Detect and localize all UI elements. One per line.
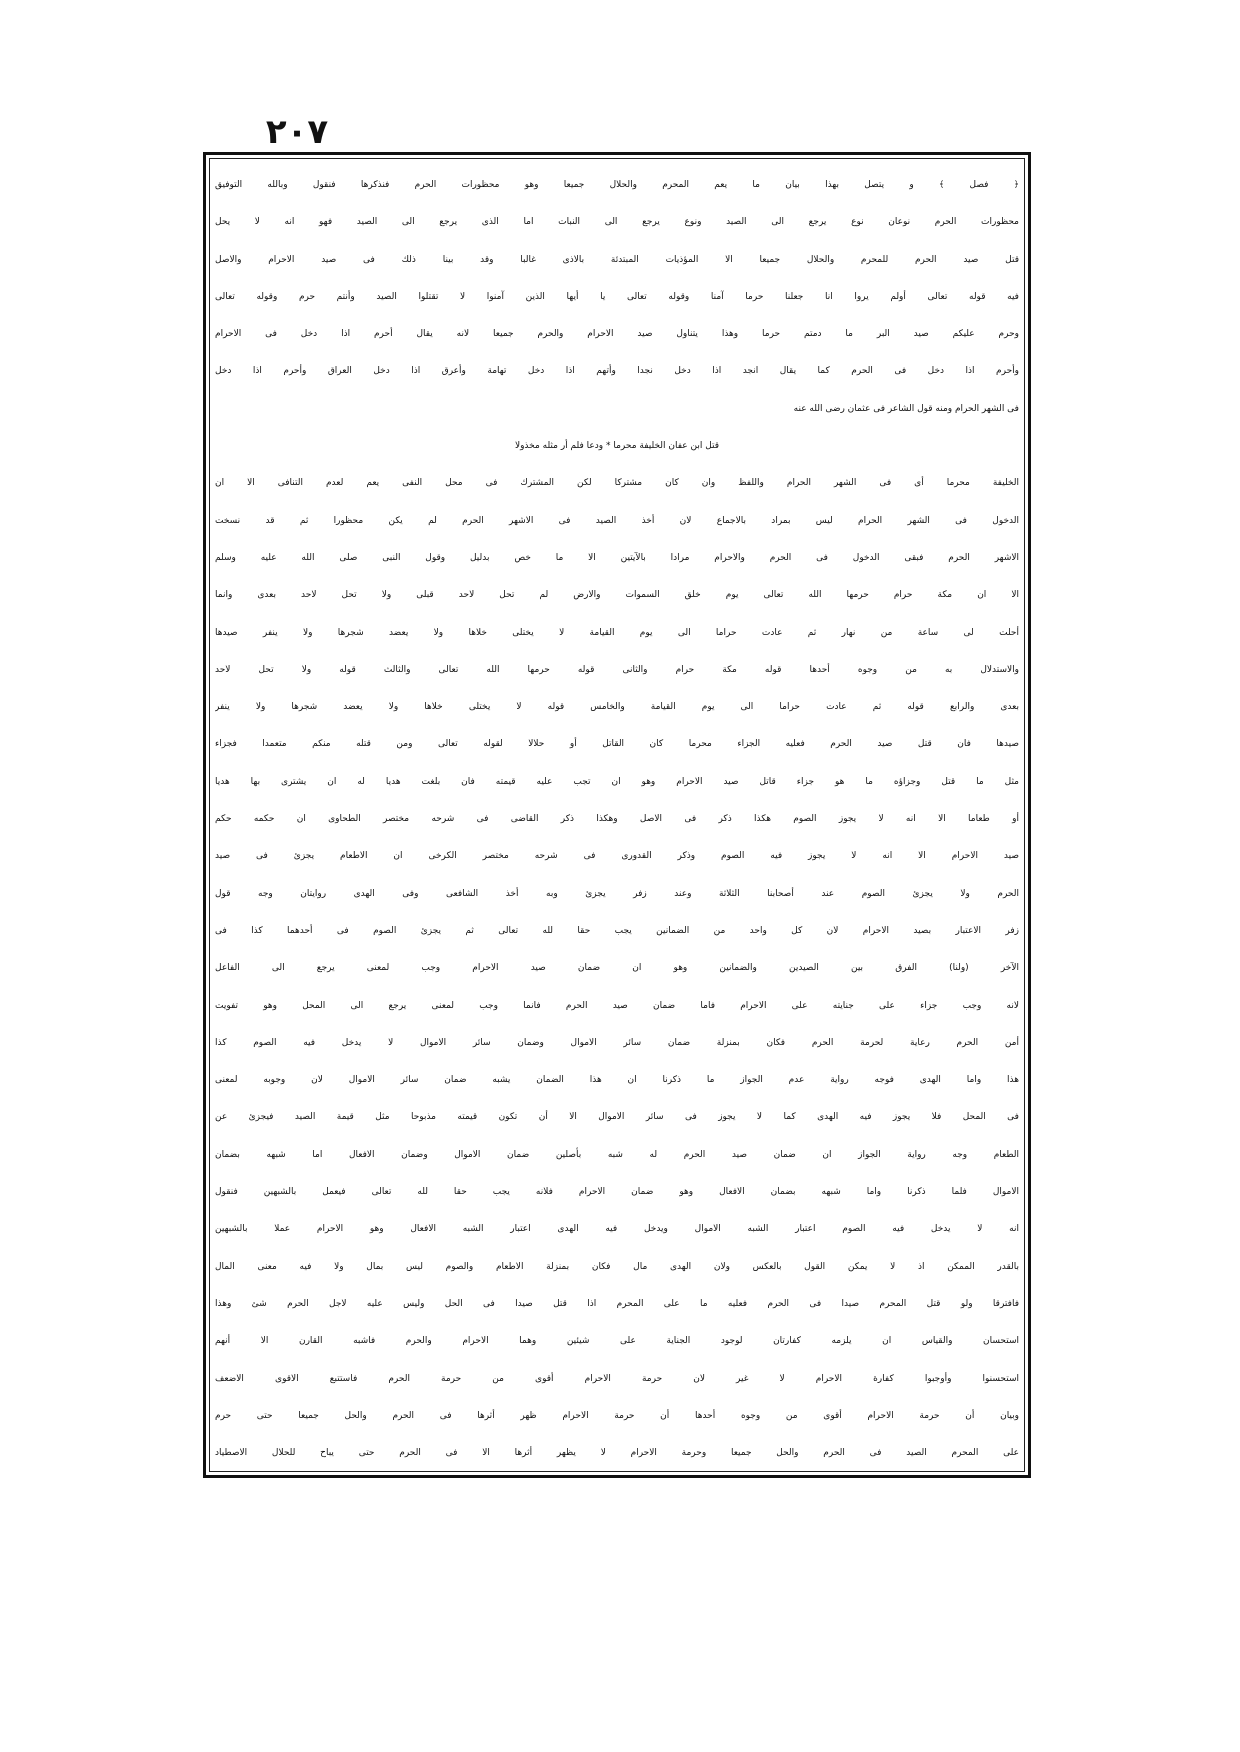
text-line: وأحرم اذا دخل فى الحرم كما يقال انجد اذا دخل نجدا وأتهم اذا دخل تهامة وأعرق اذا دخل العراق وأحرم اذا دخل bbox=[215, 366, 1019, 377]
text-line: محظورات الحرم نوعان نوع يرجع الى الصيد ونوع يرجع الى النبات اما الذى يرجع الى الصيد فهو انه لا يحل bbox=[215, 217, 1019, 228]
text-line: زفر الاعتبار بصيد الاحرام لان كل واحد من الضمانين يجب حقا لله تعالى ثم يجزئ الصوم فى أحدهما كذا فى bbox=[215, 925, 1019, 936]
text-line: ﴿ فصل ﴾ و يتصل بهذا بيان ما يعم المحرم والحلال جميعا وهو محظورات الحرم فنذكرها فنقول وبالله التوفيق bbox=[215, 180, 1019, 190]
text-line: الاموال فلما ذكرنا واما شبهه بضمان الافعال وهو ضمان الاحرام فلانه يجب حقا لله تعالى فيعمل بالشبهين فنقول bbox=[215, 1187, 1019, 1198]
text-line: بعدى والرابع قوله ثم عادت حراما الى يوم القيامة والخامس قوله لا يختلى خلاها ولا يعضد شجرها ولا ينفر bbox=[215, 702, 1019, 713]
text-line: الحرم ولا يجزئ الصوم عند أصحابنا الثلاثة وعند زفر يجزئ وبه أخذ الشافعى وفى الهدى روايتان وجه قول bbox=[215, 888, 1019, 899]
text-line: صيد الاحرام الا انه لا يجوز فيه الصوم وذكر القدورى فى شرحه مختصر الكرخى ان الاطعام يجزئ فى صيد bbox=[215, 851, 1019, 862]
text-line: الدخول فى الشهر الحرام ليس بمراد بالاجماع لان أخذ الصيد فى الاشهر الحرم لم يكن محظورا ثم قد نسخت bbox=[215, 515, 1019, 526]
text-line: قتل صيد الحرم للمحرم والحلال جميعا الا المؤذيات المبتدئة بالاذى غالبا وقد بينا ذلك فى صيد الاحرام والاصل bbox=[215, 254, 1019, 265]
text-line: وحرم عليكم صيد البر ما دمتم حرما وهذا يتناول صيد الاحرام والحرم جميعا لانه يقال أحرم اذا دخل فى الاحرام bbox=[215, 329, 1019, 340]
text-line: الآخر (ولنا) الفرق بين الصيدين والضمانين وهو ان ضمان صيد الاحرام وجب لمعنى يرجع الى الفاعل bbox=[215, 963, 1019, 974]
text-line: أو طعاما الا انه لا يجوز الصوم هكذا ذكر فى الاصل وهكذا ذكر القاضى فى شرحه مختصر الطحاوى ان حكمه حكم bbox=[215, 814, 1019, 825]
text-line: الاشهر الحرم فبقى الدخول فى الحرم والاحرام مرادا بالآيتين الا ما خص بدليل وقول النبى صلى الله عليه وسلم bbox=[215, 552, 1019, 563]
text-line: الا ان مكة حرام حرمها الله تعالى يوم خلق السموات والارض لم تحل لاحد قبلى ولا تحل لاحد بعدى وانما bbox=[215, 590, 1019, 601]
text-line: الطعام وجه رواية الجواز ان ضمان صيد الحرم له شبه بأصلين ضمان الاموال وضمان الافعال اما شبهه بضمان bbox=[215, 1149, 1019, 1160]
text-line: استحسنوا وأوجبوا كفارة الاحرام لا غير لان حرمة الاحرام أقوى من حرمة الحرم فاستتبع الاقوى الاضعف bbox=[215, 1373, 1019, 1384]
text-line: أحلت لى ساعة من نهار ثم عادت حراما الى يوم القيامة لا يختلى خلاها ولا يعضد شجرها ولا ينفر صيدها bbox=[215, 627, 1019, 638]
text-line: والاستدلال به من وجوه أحدها قوله مكة حرام والثانى قوله حرمها الله تعالى والثالث قوله ولا تحل لاحد bbox=[215, 664, 1019, 675]
text-line: أمن الحرم رعاية لحرمة الحرم فكان بمنزلة ضمان سائر الاموال وضمان سائر الاموال لا يدخل فيه الصوم كذا bbox=[215, 1037, 1019, 1048]
text-block bbox=[215, 167, 1019, 1472]
page-number: ۲۰۷ bbox=[265, 112, 329, 152]
text-line: فافترقا ولو قتل المحرم صيدا فى الحرم فعليه ما على المحرم اذا قتل صيدا فى الحل وليس عليه لاجل الحرم شئ وهذا bbox=[215, 1298, 1019, 1309]
text-line: صيدها فان قتل صيد الحرم فعليه الجزاء محرما كان القاتل أو حلالا لقوله تعالى ومن قتله منكم متعمدا فجزاء bbox=[215, 739, 1019, 750]
text-line: انه لا يدخل فيه الصوم اعتبار الشبه الاموال ويدخل فيه الهدى اعتبار الشبه الافعال وهو الاحرام عملا بالشبهين bbox=[215, 1224, 1019, 1235]
text-line: فى المحل فلا يجوز فيه الهدى كما لا يجوز فى سائر الاموال الا أن تكون قيمته مذبوحا مثل قيمة الصيد فيجزئ عن bbox=[215, 1112, 1019, 1123]
text-line: استحسان والقياس ان يلزمه كفارتان لوجود الجناية على شيئين وهما الاحرام والحرم فاشبه القارن الا أنهم bbox=[215, 1336, 1019, 1347]
text-line: لانه وجب جزاء على جنايته على الاحرام فاما ضمان صيد الحرم فانما وجب لمعنى يرجع الى المحل وهو تفويت bbox=[215, 1000, 1019, 1011]
text-line: على المحرم الصيد فى الحرم والحل جميعا وحرمة الاحرام لا يظهر أثرها الا فى الحرم حتى يباح للحلال الاصطياد bbox=[215, 1448, 1019, 1459]
text-line: فى الشهر الحرام ومنه قول الشاعر فى عثمان رضى الله عنه bbox=[793, 403, 1019, 414]
text-line: فيه قوله تعالى أولم يروا انا جعلنا حرما آمنا وقوله تعالى يا أيها الذين آمنوا لا تقتلوا الصيد وأنتم حرم وقوله تعالى bbox=[215, 291, 1019, 302]
text-line: بالقدر الممكن اذ لا يمكن القول بالعكس ولان الهدى مال فكان بمنزلة الاطعام والصوم ليس بمال ولا فيه معنى المال bbox=[215, 1261, 1019, 1272]
text-line: مثل ما قتل وجزاؤه ما هو جزاء قاتل صيد الاحرام وهو ان تجب عليه قيمته فان بلغت هديا له ان يشترى بها هديا bbox=[215, 776, 1019, 787]
text-line: الخليفة محرما أى فى الشهر الحرام واللفظ وان كان مشتركا لكن المشترك فى محل النفى يعم لعدم التنافى الا ان bbox=[215, 478, 1019, 489]
text-line: وبيان أن حرمة الاحرام أقوى من وجوه أحدها أن حرمة الاحرام ظهر أثرها فى الحرم والحل جميعا حتى حرم bbox=[215, 1410, 1019, 1421]
verse-line: قتل ابن عفان الخليفة محرما * ودعا فلم أر مثله مخذولا bbox=[514, 441, 720, 452]
text-line: هذا واما الهدى فوجه رواية عدم الجواز ما ذكرنا ان هذا الضمان يشبه ضمان سائر الاموال لان وجوبه لمعنى bbox=[215, 1075, 1019, 1086]
